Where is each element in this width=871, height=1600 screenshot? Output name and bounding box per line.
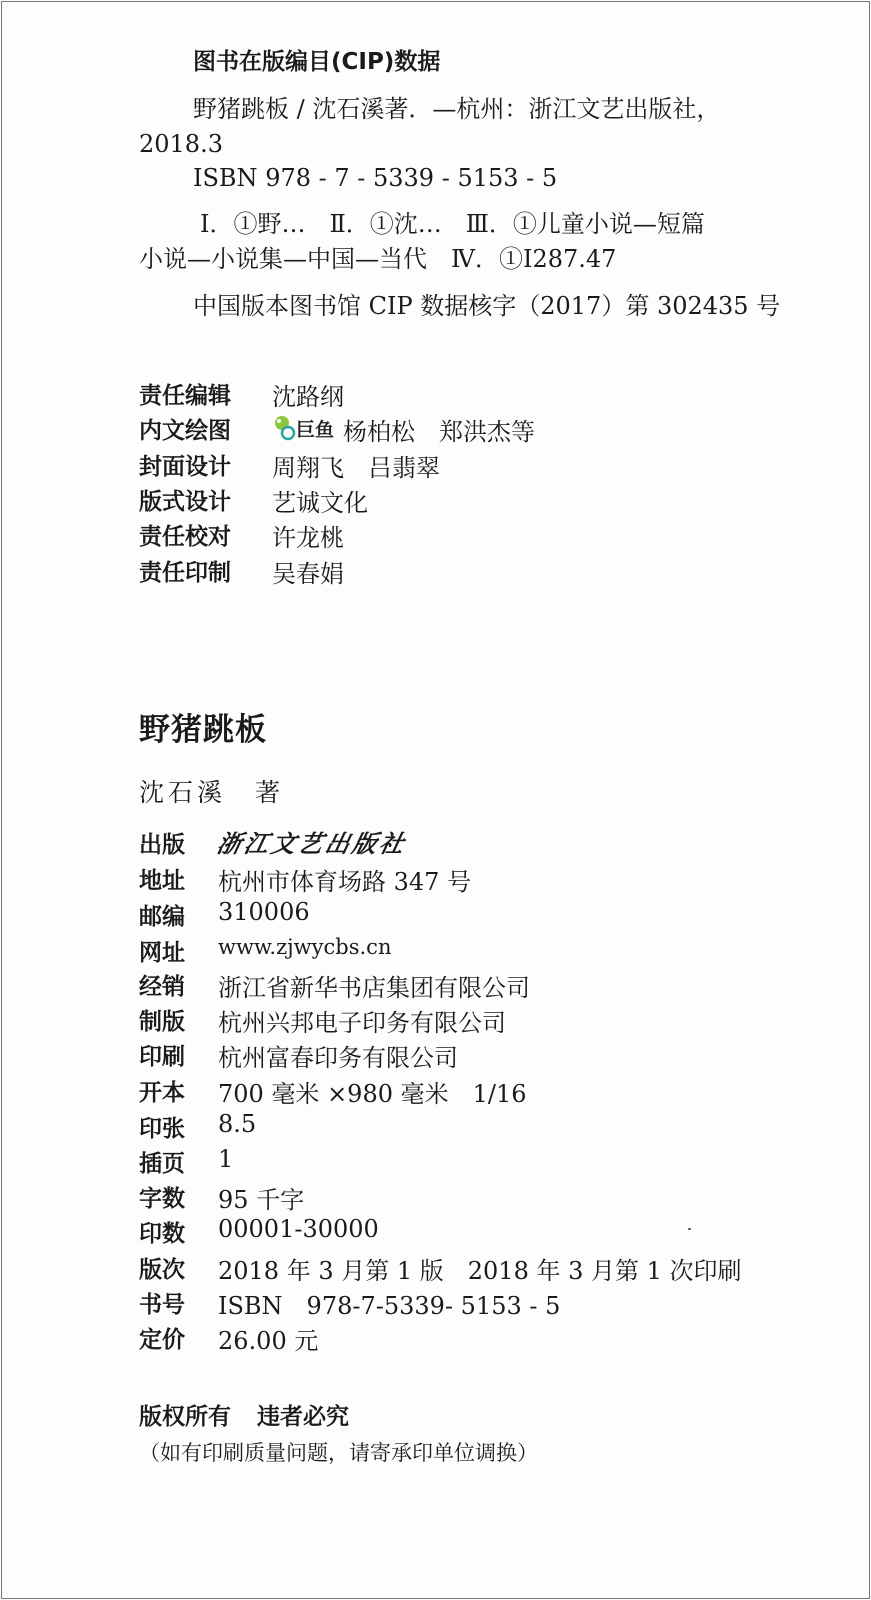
pub-value: 00001-30000 xyxy=(218,1215,379,1243)
credit-value: 艺诚文化 xyxy=(272,489,368,517)
cip-line-2: 2018.3 xyxy=(139,130,223,158)
pub-label: 版次 xyxy=(139,1257,185,1283)
pub-label: 网址 xyxy=(139,940,185,966)
credit-value: 周翔飞 吕翡翠 xyxy=(272,454,440,482)
pub-value: 310006 xyxy=(218,898,310,926)
pub-value: 浙江省新华书店集团有限公司 xyxy=(218,974,530,1002)
pub-label: 印刷 xyxy=(139,1044,185,1070)
illustrator-logo xyxy=(272,412,338,444)
rights-text: 版权所有 xyxy=(139,1404,231,1430)
pub-label: 出版 xyxy=(139,832,185,858)
illustrator-logo-text: 巨鱼 xyxy=(296,419,335,441)
pub-value: 1 xyxy=(218,1145,234,1173)
pub-value: ISBN 978-7-5339- 5153 - 5 xyxy=(218,1292,561,1320)
pub-value: 杭州市体育场路 347 号 xyxy=(218,868,472,896)
pub-value: 8.5 xyxy=(218,1110,257,1138)
pub-label: 印数 xyxy=(139,1221,185,1247)
pub-value: 2018 年 3 月第 1 版 2018 年 3 月第 1 次印刷 xyxy=(218,1257,742,1285)
pub-value: 杭州兴邦电子印务有限公司 xyxy=(218,1009,506,1037)
pub-label: 制版 xyxy=(139,1009,185,1035)
cip-line-6: 中国版本图书馆 CIP 数据核字（2017）第 302435 号 xyxy=(193,292,781,320)
credit-label: 版式设计 xyxy=(139,489,231,515)
pub-value: 杭州富春印务有限公司 xyxy=(218,1044,458,1072)
credit-value: 杨柏松 郑洪杰等 xyxy=(343,418,535,446)
credit-label: 封面设计 xyxy=(139,454,231,480)
credit-label: 责任校对 xyxy=(139,524,231,550)
pub-label: 插页 xyxy=(139,1151,185,1177)
rights-text: 违者必究 xyxy=(257,1404,349,1430)
cip-line-4: Ⅰ．①野… Ⅱ．①沈… Ⅲ．①儿童小说—短篇 xyxy=(200,210,705,238)
book-title: 野猪跳板 xyxy=(139,712,267,748)
pub-value: 700 毫米 ×980 毫米 1/16 xyxy=(218,1080,527,1108)
cip-line-5: 小说—小说集—中国—当代 Ⅳ．①I287.47 xyxy=(139,245,617,273)
credit-label: 责任印制 xyxy=(139,560,231,586)
book-author: 沈石溪 著 xyxy=(139,778,285,807)
credit-value: 吴春娟 xyxy=(272,560,344,588)
cip-line-1: 野猪跳板 / 沈石溪著．—杭州：浙江文艺出版社， xyxy=(193,95,721,123)
credit-label: 内文绘图 xyxy=(139,418,231,444)
publisher-logo: 浙江文艺出版社 xyxy=(214,829,410,858)
pub-value: 95 千字 xyxy=(218,1186,305,1214)
pub-label: 印张 xyxy=(139,1116,185,1142)
pub-label: 开本 xyxy=(139,1080,185,1106)
pub-label: 地址 xyxy=(139,868,185,894)
pub-label: 字数 xyxy=(139,1186,185,1212)
pub-value: www.zjwycbs.cn xyxy=(218,935,392,959)
quality-note: （如有印刷质量问题，请寄承印单位调换） xyxy=(139,1441,538,1465)
cip-title: 图书在版编目(CIP)数据 xyxy=(193,49,441,75)
pub-label: 邮编 xyxy=(139,904,185,930)
pub-label: 定价 xyxy=(139,1327,185,1353)
print-speck xyxy=(688,1228,691,1230)
pub-value: 26.00 元 xyxy=(218,1327,319,1355)
page-border xyxy=(1,1,870,1599)
credit-value: 许龙桃 xyxy=(272,524,344,552)
cip-line-3: ISBN 978 - 7 - 5339 - 5153 - 5 xyxy=(193,164,558,192)
pub-label: 经销 xyxy=(139,974,185,1000)
copyright-notice xyxy=(139,1398,375,1431)
pub-label: 书号 xyxy=(139,1292,185,1318)
credit-label: 责任编辑 xyxy=(139,383,231,409)
credit-value: 沈路纲 xyxy=(272,383,344,411)
